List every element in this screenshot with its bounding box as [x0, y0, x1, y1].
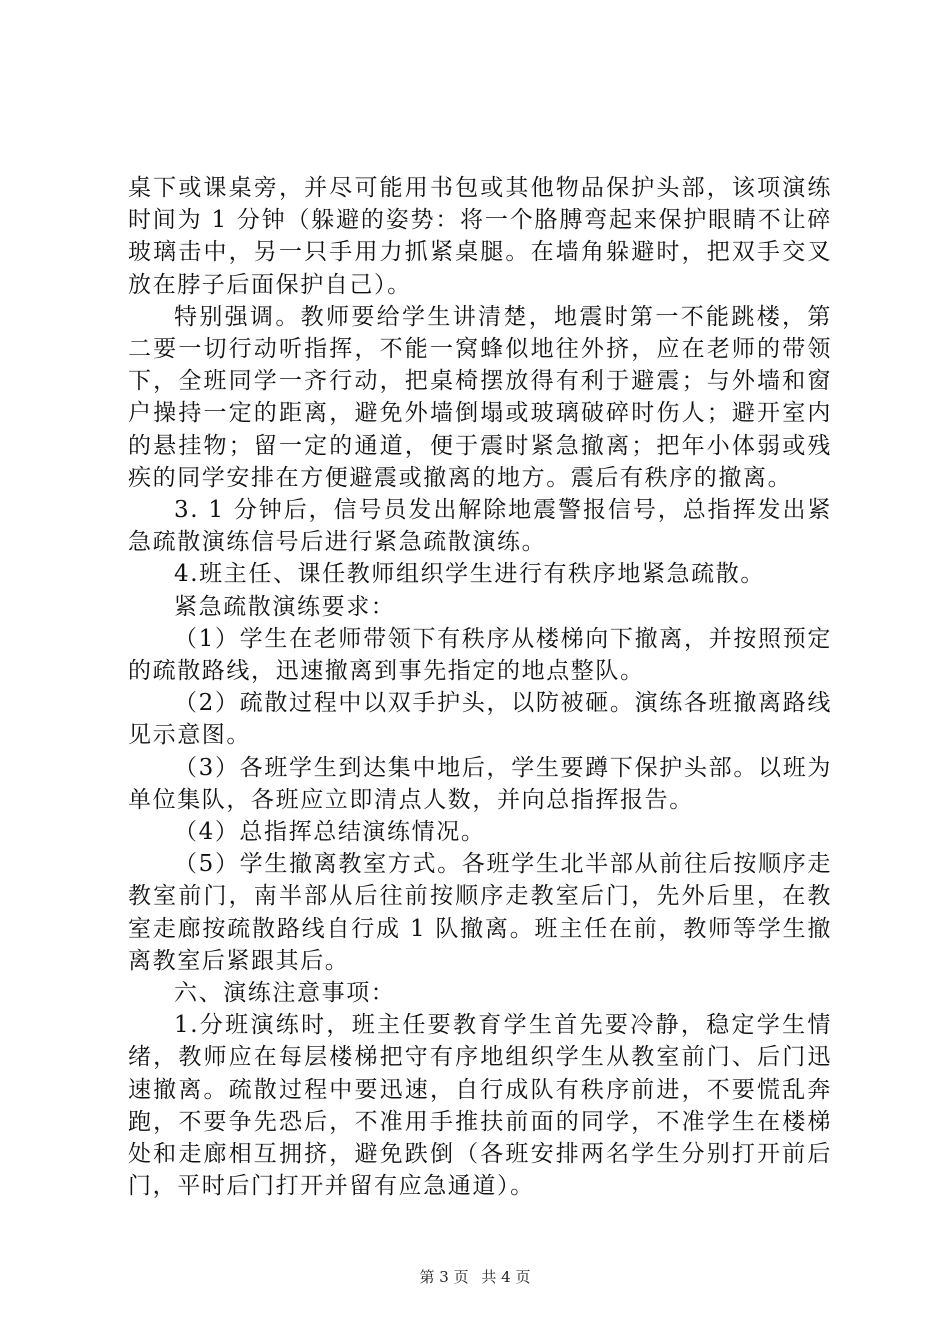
document-body [128, 172, 832, 1203]
page-total: 共 4 页 [481, 1268, 531, 1286]
paragraph-6: （1）学生在老师带领下有秩序从楼梯向下撤离，并按照预定的疏散路线，迅速撤离到事先指定的地点整队。 [128, 625, 832, 685]
paragraph-8: （3）各班学生到达集中地后，学生要蹲下保护头部。以班为单位集队，各班应立即清点人数，并向总指挥报告。 [128, 754, 832, 813]
paragraph-10: （5）学生撤离教室方式。各班学生北半部从前往后按顺序走教室前门，南半部从后往前按顺序走教室后门，先外后里，在教室走廊按疏散路线自行成 1 队撤离。班主任在前，教师等学生撤离教室后紧跟其后。 [128, 851, 832, 974]
paragraph-11: 六、演练注意事项： [174, 980, 396, 1007]
paragraph-4: 4.班主任、课任教师组织学生进行有秩序地紧急疏散。 [174, 561, 765, 588]
page-number: 第 3 页 [419, 1268, 469, 1286]
paragraph-12: 1.分班演练时，班主任要教育学生首先要冷静，稳定学生情绪，教师应在每层楼梯把守有序地组织学生从教室前门、后门迅速撤离。疏散过程中要迅速，自行成队有秩序前进，不要慌乱奔跑，不要争先恐后，不准用手推扶前面的同学，不准学生在楼梯处和走廊相互拥挤，避免跌倒（各班安排两名学生分别打开前后门，平时后门打开并留有应急通道）。 [128, 1012, 832, 1200]
paragraph-1: 桌下或课桌旁，并尽可能用书包或其他物品保护头部，该项演练时间为 1 分钟（躲避的姿势：将一个胳膊弯起来保护眼睛不让碎玻璃击中，另一只手用力抓紧桌腿。在墙角躲避时，把双手交叉放在脖子后面保护自己）。 [128, 175, 832, 298]
paragraph-2: 特别强调。教师要给学生讲清楚，地震时第一不能跳楼，第二要一切行动听指挥，不能一窝蜂似地往外挤，应在老师的带领下，全班同学一齐行动，把桌椅摆放得有利于避震；与外墙和窗户操持一定的距离，避免外墙倒塌或玻璃破碎时伤人；避开室内的悬挂物；留一定的通道，便于震时紧急撤离；把年小体弱或残疾的同学安排在方便避震或撤离的地方。震后有秩序的撤离。 [128, 303, 832, 491]
paragraph-5: 紧急疏散演练要求： [174, 593, 396, 620]
paragraph-7: （2）疏散过程中以双手护头，以防被砸。演练各班撤离路线见示意图。 [128, 690, 832, 749]
page-footer [0, 1267, 950, 1287]
paragraph-3: 3. 1 分钟后，信号员发出解除地震警报信号，总指挥发出紧急疏散演练信号后进行紧急疏散演练。 [128, 497, 832, 556]
paragraph-9: （4）总指挥总结演练情况。 [174, 819, 486, 846]
